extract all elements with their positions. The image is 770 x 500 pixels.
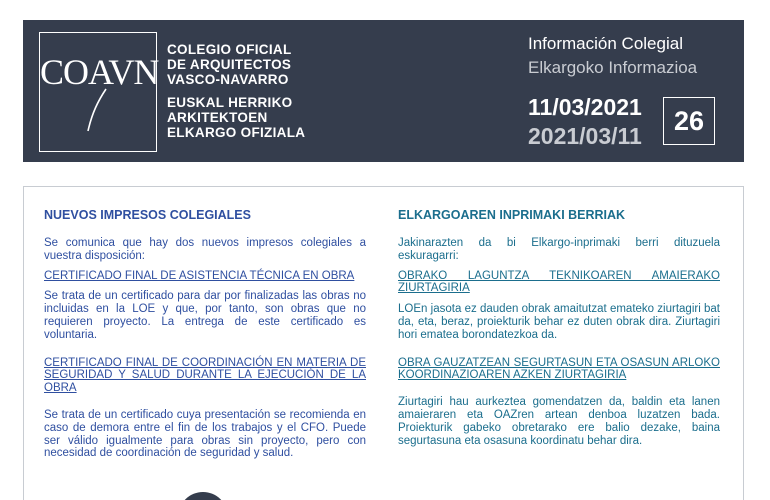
logo-swash-icon bbox=[84, 87, 114, 133]
college-es-line: VASCO-NAVARRO bbox=[167, 72, 289, 87]
date-eu: 2021/03/11 bbox=[528, 123, 642, 149]
info-title-es: Información Colegial bbox=[528, 34, 683, 53]
paragraph-asistencia-es: Se trata de un certificado para dar por finalizadas las obras no incluidas en la LOE y que, por tanto, son obras que no requieren proyecto. La entrega de este certificado es voluntaria. bbox=[44, 290, 366, 341]
link-certificado-asistencia[interactable]: CERTIFICADO FINAL DE ASISTENCIA TÉCNICA EN OBRA bbox=[44, 269, 355, 282]
header-banner bbox=[23, 20, 744, 162]
paragraph-koordinazioa-eu: Ziurtagiri hau aurkeztea gomendatzen da, baldin eta lanen amaieraren eta OAZren artean denboa luzatzen bada. Proiekturik gabeko obretarako ere balio dezake, baina segurtasuna eta osasuna koordinatu behar dira. bbox=[398, 396, 720, 447]
section-title-es: NUEVOS IMPRESOS COLEGIALES bbox=[44, 208, 251, 222]
paragraph-coordinacion-es: Se trata de un certificado cuya presentación se recomienda en caso de demora entre el fin de los trabajos y el CFO. Puede ser válido igualmente para obras sin proyecto, pero con necesidad de coordinación de seguridad y salud. bbox=[44, 408, 366, 460]
content-panel bbox=[23, 186, 744, 500]
intro-text-eu: Jakinarazten da bi Elkargo-inprimaki berri dituzuela eskuragarri: bbox=[398, 237, 720, 262]
info-title-eu: Elkargoko Informazioa bbox=[528, 58, 698, 77]
link-ziurtagiria-koordinazioa[interactable]: OBRA GAUZATZEAN SEGURTASUN ETA OSASUN ARLOKO KOORDINAZIOAREN AZKEN ZIURTAGIRIA bbox=[398, 356, 720, 382]
link-ziurtagiria-laguntza[interactable]: OBRAKO LAGUNTZA TEKNIKOAREN AMAIERAKO ZIURTAGIRIA bbox=[398, 269, 720, 295]
college-name-eu bbox=[167, 95, 305, 140]
college-es-line: COLEGIO OFICIAL bbox=[167, 42, 292, 57]
college-es-line: DE ARQUITECTOS bbox=[167, 57, 292, 72]
link-certificado-coordinacion[interactable]: CERTIFICADO FINAL DE COORDINACIÓN EN MATERIA DE SEGURIDAD Y SALUD DURANTE LA EJECUCIÓN DE LA OBRA bbox=[44, 356, 366, 395]
college-eu-line: ELKARGO OFIZIALA bbox=[167, 125, 306, 140]
college-eu-line: EUSKAL HERRIKO bbox=[167, 95, 293, 110]
paragraph-laguntza-eu: LOEn jasota ez dauden obrak amaitutzat emateko ziurtagiri bat da, eta, beraz, proiekturik behar ez duten obrak dira. Ziurtagiri hori ematea borondatezkoa da. bbox=[398, 303, 720, 341]
intro-text-es: Se comunica que hay dos nuevos impresos colegiales a vuestra disposición: bbox=[44, 237, 366, 262]
issue-number: 26 bbox=[663, 97, 715, 145]
logo-text: COAVN bbox=[40, 52, 159, 92]
section-title-eu: ELKARGOAREN INPRIMAKI BERRIAK bbox=[398, 208, 626, 222]
date-es: 11/03/2021 bbox=[528, 94, 642, 120]
coavn-logo bbox=[39, 32, 157, 152]
college-eu-line: ARKITEKTOEN bbox=[167, 110, 268, 125]
column-spanish bbox=[44, 207, 366, 468]
column-basque bbox=[398, 207, 720, 455]
college-name-es bbox=[167, 42, 292, 87]
